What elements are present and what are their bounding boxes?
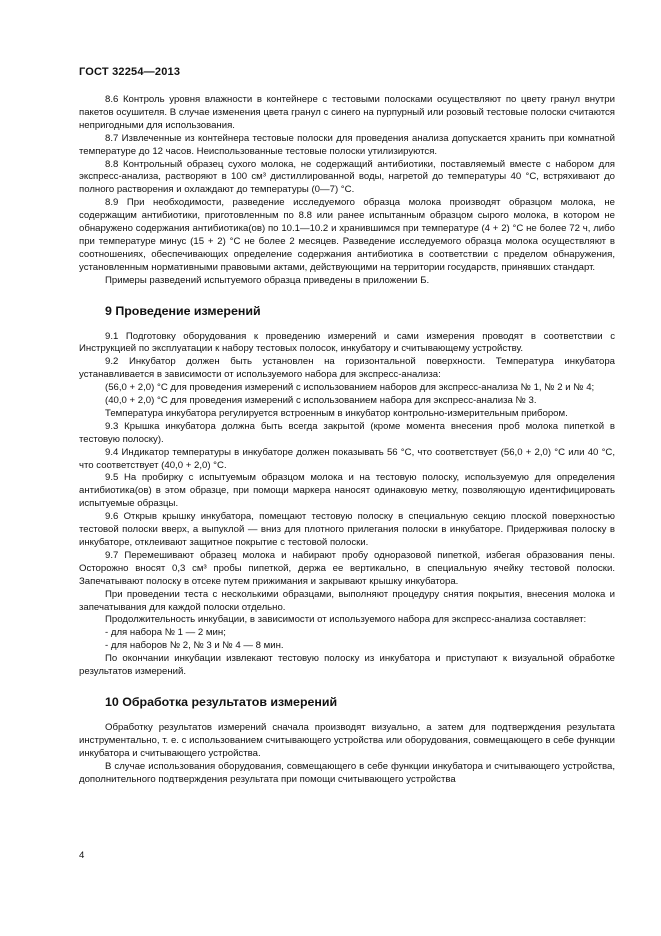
paragraph-9-1: 9.1 Подготовку оборудования к проведению измерений и сами измерения проводят в соответствии с Инструкцией по эксплуатации к набору тестовых полосок, инкубатору и считывающему устройству.	[79, 330, 615, 355]
paragraph-9-7: 9.7 Перемешивают образец молока и набирают пробу одноразовой пипеткой, избегая образования пены. Осторожно вносят 0,3 см³ пробы пипеткой, держа ее вертикально, в специальную ячейку тестовой полоски. Запечатывают полоску в отсеке путем прижимания и закрывают крышку инкубатора.	[79, 549, 615, 587]
paragraph-10-a: Обработку результатов измерений сначала производят визуально, а затем для подтверждения результата инструментально, т. е. с использованием считывающего устройства или оборудования, совмещающего в себе функции инкубатора и считывающего устройства.	[79, 721, 615, 759]
document-body	[79, 94, 615, 786]
list-item-set-1: - для набора № 1 — 2 мин;	[105, 627, 226, 639]
paragraph-9-2-temp-56: (56,0 + 2,0) °С для проведения измерений с использованием наборов для экспресс-анализа № 1, № 2 и № 4;	[105, 382, 595, 394]
paragraph-8-8: 8.8 Контрольный образец сухого молока, не содержащий антибиотики, поставляемый вместе с набором для экспресс-анализа, растворяют в 100 см³ дистиллированной воды, нагретой до температуры 40 °С, встряхивают до полного растворения и охлаждают до температуры (0—7) °С.	[79, 158, 615, 196]
section-9-title: 9 Проведение измерений	[105, 303, 261, 318]
paragraph-8-7: 8.7 Извлеченные из контейнера тестовые полоски для проведения анализа допускается хранить при комнатной температуре до 12 часов. Неиспользованные тестовые полоски утилизируются.	[79, 132, 615, 157]
paragraph-examples: Примеры разведений испытуемого образца приведены в приложении Б.	[105, 274, 430, 286]
paragraph-9-2-temp-40: (40,0 + 2,0) °С для проведения измерений с использованием набора для экспресс-анализа № 3.	[105, 395, 537, 407]
paragraph-8-9: 8.9 При необходимости, разведение исследуемого образца молока производят образцом молока, не содержащим антибиотики, приготовленным по 8.8 или ранее испытанным образцом сырого молока, в котором не обнаружено содержания антибиотика(ов) по 10.1—10.2 и хранившимся при температуре (4 + 2) °С не более 72 ч, либо при температуре минус (15 + 2) °С не более 2 месяцев. Разведение исследуемого образца молока осуществляют в соотношениях, обеспечивающих определение содержания антибиотика в соответствии с пределом обнаружения, установленным нормативными правовыми актами, действующими на территории государств, принявших стандарт.	[79, 197, 615, 273]
paragraph-9-4: 9.4 Индикатор температуры в инкубаторе должен показывать 56 °С, что соответствует (56,0 + 2,0) °С или 40 °С, что соответствует (40,0 + 2,0) °С.	[79, 446, 615, 471]
paragraph-9-7-duration: Продолжительность инкубации, в зависимости от используемого набора для экспресс-анализа составляет:	[105, 614, 587, 626]
paragraph-9-3: 9.3 Крышка инкубатора должна быть всегда закрытой (кроме момента внесения проб молока пипеткой в тестовую полоску).	[79, 420, 615, 445]
paragraph-10-b: В случае использования оборудования, совмещающего в себе функции инкубатора и считывающего устройства, дополнительного подтверждения результата при помощи считывающего устройства	[79, 760, 615, 785]
paragraph-8-6: 8.6 Контроль уровня влажности в контейнере с тестовыми полосками осуществляют по цвету гранул внутри пакетов осушителя. В случае изменения цвета гранул с синего на пурпурный или розовый тестовые полоски считаются непригодными для использования.	[79, 94, 615, 131]
document-header: ГОСТ 32254—2013	[79, 66, 181, 78]
paragraph-9-6: 9.6 Открыв крышку инкубатора, помещают тестовую полоску в специальную секцию плоской поверхностью тестовой полоски вверх, а выпуклой — вниз для плотного прилегания полоски в инкубаторе. Придерживая полоску в инкубаторе, отклеивают защитное покрытие с тестовой полоски.	[79, 511, 615, 548]
paragraph-9-5: 9.5 На пробирку с испытуемым образцом молока и на тестовую полоску, используемую для определения антибиотика(ов) в этом образце, при помощи маркера наносят одинаковую метку, позволяющую идентифицировать испытуемые образцы.	[79, 472, 615, 510]
paragraph-9-2: 9.2 Инкубатор должен быть установлен на горизонтальной поверхности. Температура инкубатора устанавливается в зависимости от используемого набора для экспресс-анализа:	[79, 356, 615, 381]
paragraph-9-7-multiple: При проведении теста с несколькими образцами, выполняют процедуру снятия покрытия, внесения молока и запечатывания для каждой полоски отдельно.	[79, 588, 615, 613]
paragraph-9-7-end: По окончании инкубации извлекают тестовую полоску из инкубатора и приступают к визуальной обработке результатов измерений.	[79, 653, 615, 678]
paragraph-9-2-regulation: Температура инкубатора регулируется встроенным в инкубатор контрольно-измерительным прибором.	[105, 407, 568, 419]
section-10-title: 10 Обработка результатов измерений	[105, 694, 338, 709]
page-number: 4	[79, 850, 85, 861]
list-item-sets-2-3-4: - для наборов № 2, № 3 и № 4 — 8 мин.	[105, 640, 284, 652]
